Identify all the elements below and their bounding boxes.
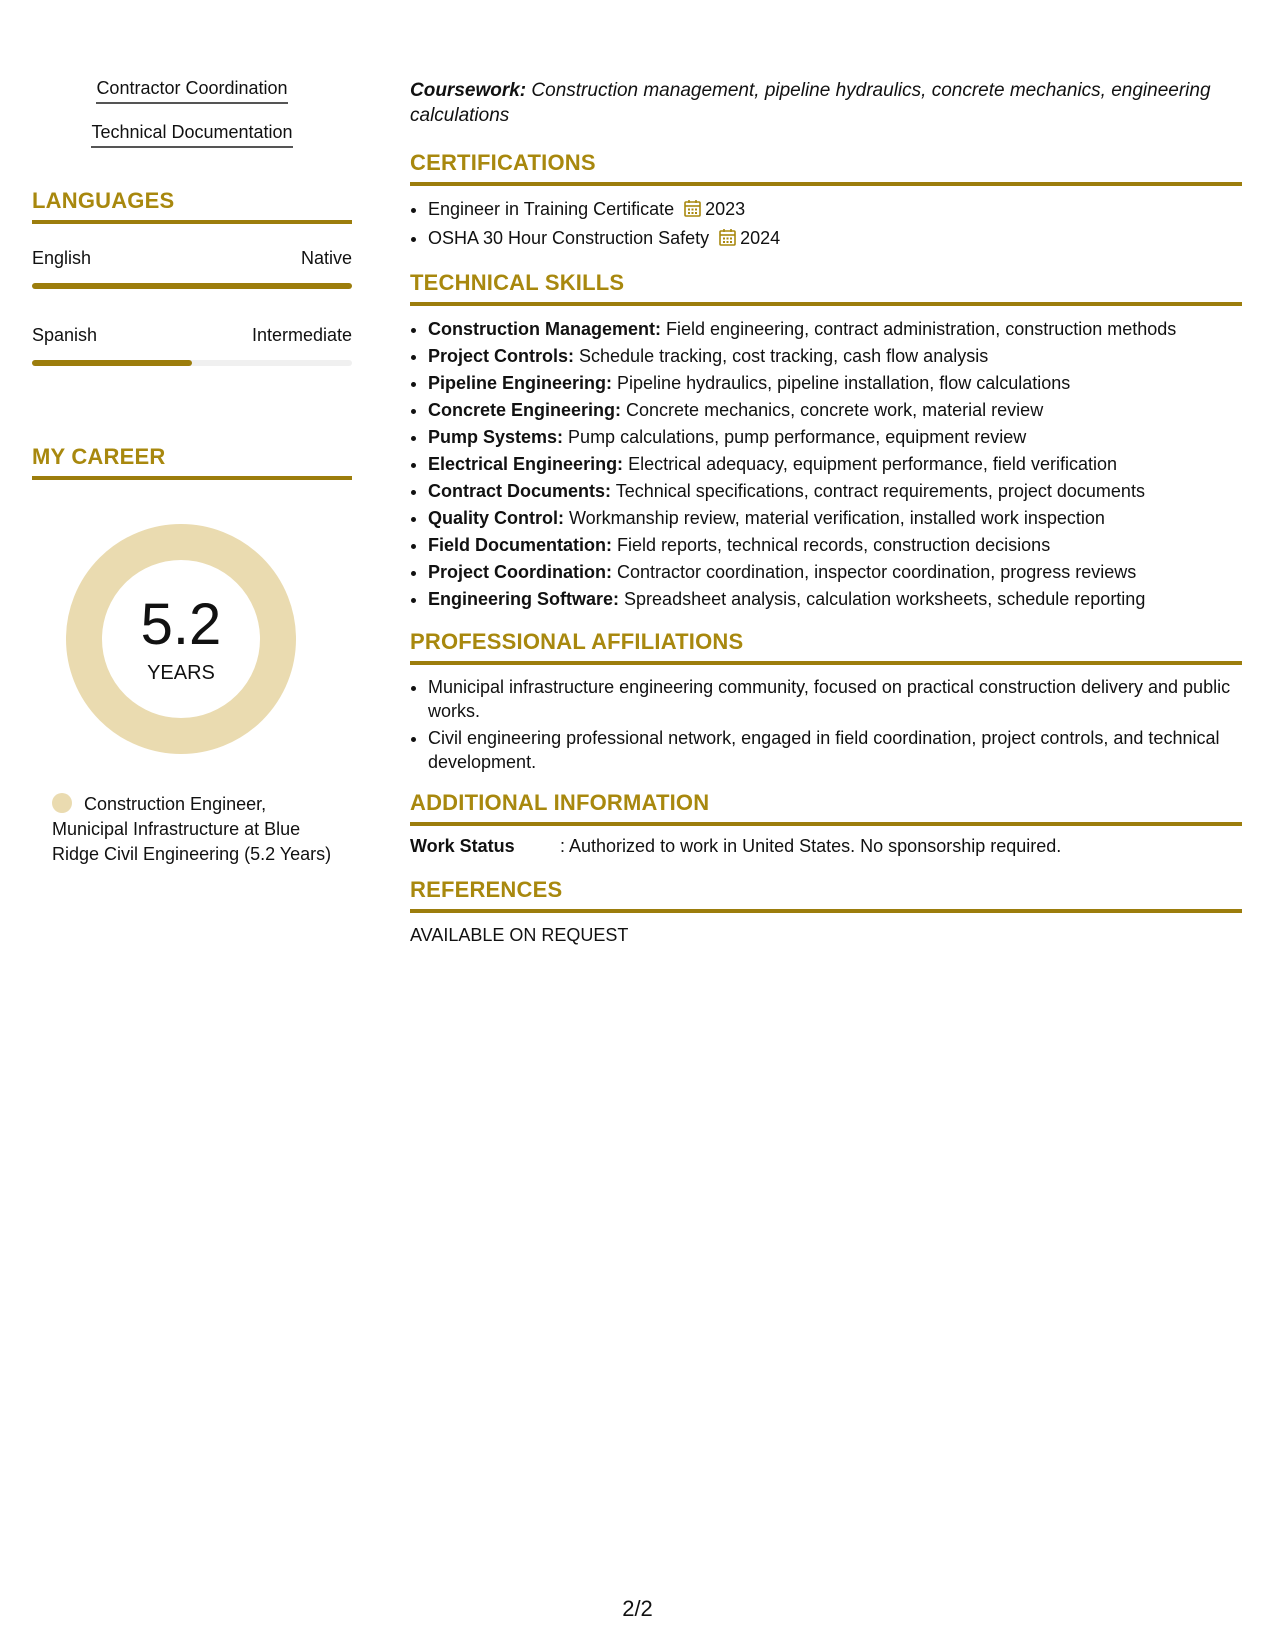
career-item-text: Construction Engineer, Municipal Infrastructure at Blue Ridge Civil Engineering (5.2 Years) xyxy=(52,794,332,864)
career-donut xyxy=(66,524,296,754)
skill-text: Pump calculations, pump performance, equipment review xyxy=(563,427,1027,447)
skill-item xyxy=(428,424,1242,451)
calendar-icon xyxy=(719,227,736,254)
skill-item xyxy=(428,316,1242,343)
skill-label: Engineering Software: xyxy=(428,589,620,609)
skill-item xyxy=(428,532,1242,559)
skill-label: Pump Systems: xyxy=(428,427,564,447)
career-years-unit: YEARS xyxy=(147,662,215,684)
skill-tag: Contractor Coordination xyxy=(96,78,287,104)
work-status-label: Work Status xyxy=(410,836,515,856)
technical-skills-title: TECHNICAL SKILLS xyxy=(410,270,1242,306)
skill-text: Workmanship review, material verification, installed work inspection xyxy=(564,508,1105,528)
work-status-row xyxy=(410,836,1242,857)
coursework-label: Coursework: xyxy=(410,80,527,101)
language-item xyxy=(32,325,352,366)
language-name: English xyxy=(32,248,92,268)
language-level: Intermediate xyxy=(251,325,352,345)
additional-info-title: ADDITIONAL INFORMATION xyxy=(410,790,1242,826)
skill-text: Schedule tracking, cost tracking, cash flow analysis xyxy=(574,346,989,366)
skill-tag: Technical Documentation xyxy=(91,122,292,148)
career-years-value: 5.2 xyxy=(140,592,222,657)
skill-label: Electrical Engineering: xyxy=(428,454,624,474)
skill-label: Construction Management: xyxy=(428,319,662,339)
certification-name: Engineer in Training Certificate xyxy=(428,199,675,219)
skill-label: Project Coordination: xyxy=(428,562,612,582)
affiliations-title: PROFESSIONAL AFFILIATIONS xyxy=(410,629,1242,665)
skill-item xyxy=(428,505,1242,532)
certification-name: OSHA 30 Hour Construction Safety xyxy=(428,228,710,248)
affiliation-item: • Civil engineering professional network, engaged in field coordination, project controls, and technical development. xyxy=(428,726,1242,774)
certifications-title: CERTIFICATIONS xyxy=(410,150,1242,186)
skill-item xyxy=(428,559,1242,586)
skill-label: Quality Control: xyxy=(428,508,564,528)
certification-year: 2024 xyxy=(740,228,781,248)
skill-item xyxy=(428,451,1242,478)
calendar-icon xyxy=(684,198,701,225)
skill-text: Technical specifications, contract requirements, project documents xyxy=(611,481,1145,501)
skill-text: Electrical adequacy, equipment performance, field verification xyxy=(623,454,1117,474)
career-item xyxy=(52,792,342,867)
language-item xyxy=(32,248,352,289)
language-level-fill xyxy=(32,360,192,366)
career-title: MY CAREER xyxy=(32,444,352,480)
references-title: REFERENCES xyxy=(410,877,1242,913)
languages-title: LANGUAGES xyxy=(32,188,352,224)
language-level-bar xyxy=(32,360,352,366)
skill-label: Pipeline Engineering: xyxy=(428,373,613,393)
language-level-fill xyxy=(32,283,352,289)
skill-text: Field reports, technical records, construction decisions xyxy=(612,535,1051,555)
skill-text: Spreadsheet analysis, calculation worksheets, schedule reporting xyxy=(619,589,1146,609)
skill-text: Contractor coordination, inspector coordination, progress reviews xyxy=(612,562,1137,582)
skill-text: Pipeline hydraulics, pipeline installation, flow calculations xyxy=(612,373,1071,393)
coursework xyxy=(410,78,1242,128)
certification-year: 2023 xyxy=(705,199,746,219)
skill-label: Concrete Engineering: xyxy=(428,400,622,420)
affiliations-list xyxy=(410,675,1242,774)
sidebar xyxy=(32,78,352,867)
page-number: 2/2 xyxy=(622,1596,653,1621)
skill-item xyxy=(428,343,1242,370)
skill-item xyxy=(428,397,1242,424)
certification-item xyxy=(428,196,1242,225)
coursework-text: Construction management, pipeline hydraulics, concrete mechanics, engineering calculations xyxy=(410,80,1211,126)
skill-label: Contract Documents: xyxy=(428,481,612,501)
skill-text: Concrete mechanics, concrete work, material review xyxy=(621,400,1044,420)
affiliation-item: • Municipal infrastructure engineering community, focused on practical construction delivery and public works. xyxy=(428,675,1242,723)
main-content xyxy=(410,78,1242,946)
language-level: Native xyxy=(300,248,352,268)
language-level-bar xyxy=(32,283,352,289)
skill-item xyxy=(428,478,1242,505)
technical-skills-list xyxy=(410,316,1242,613)
references-text: AVAILABLE ON REQUEST xyxy=(410,925,629,945)
skill-text: Field engineering, contract administration, construction methods xyxy=(661,319,1177,339)
work-status-value: : Authorized to work in United States. No sponsorship required. xyxy=(560,836,1062,856)
skill-item xyxy=(428,370,1242,397)
skill-label: Project Controls: xyxy=(428,346,575,366)
certifications-list xyxy=(410,196,1242,254)
skill-item xyxy=(428,586,1242,613)
career-dot-icon xyxy=(52,793,72,813)
skill-label: Field Documentation: xyxy=(428,535,612,555)
certification-item xyxy=(428,225,1242,254)
language-name: Spanish xyxy=(32,325,98,345)
